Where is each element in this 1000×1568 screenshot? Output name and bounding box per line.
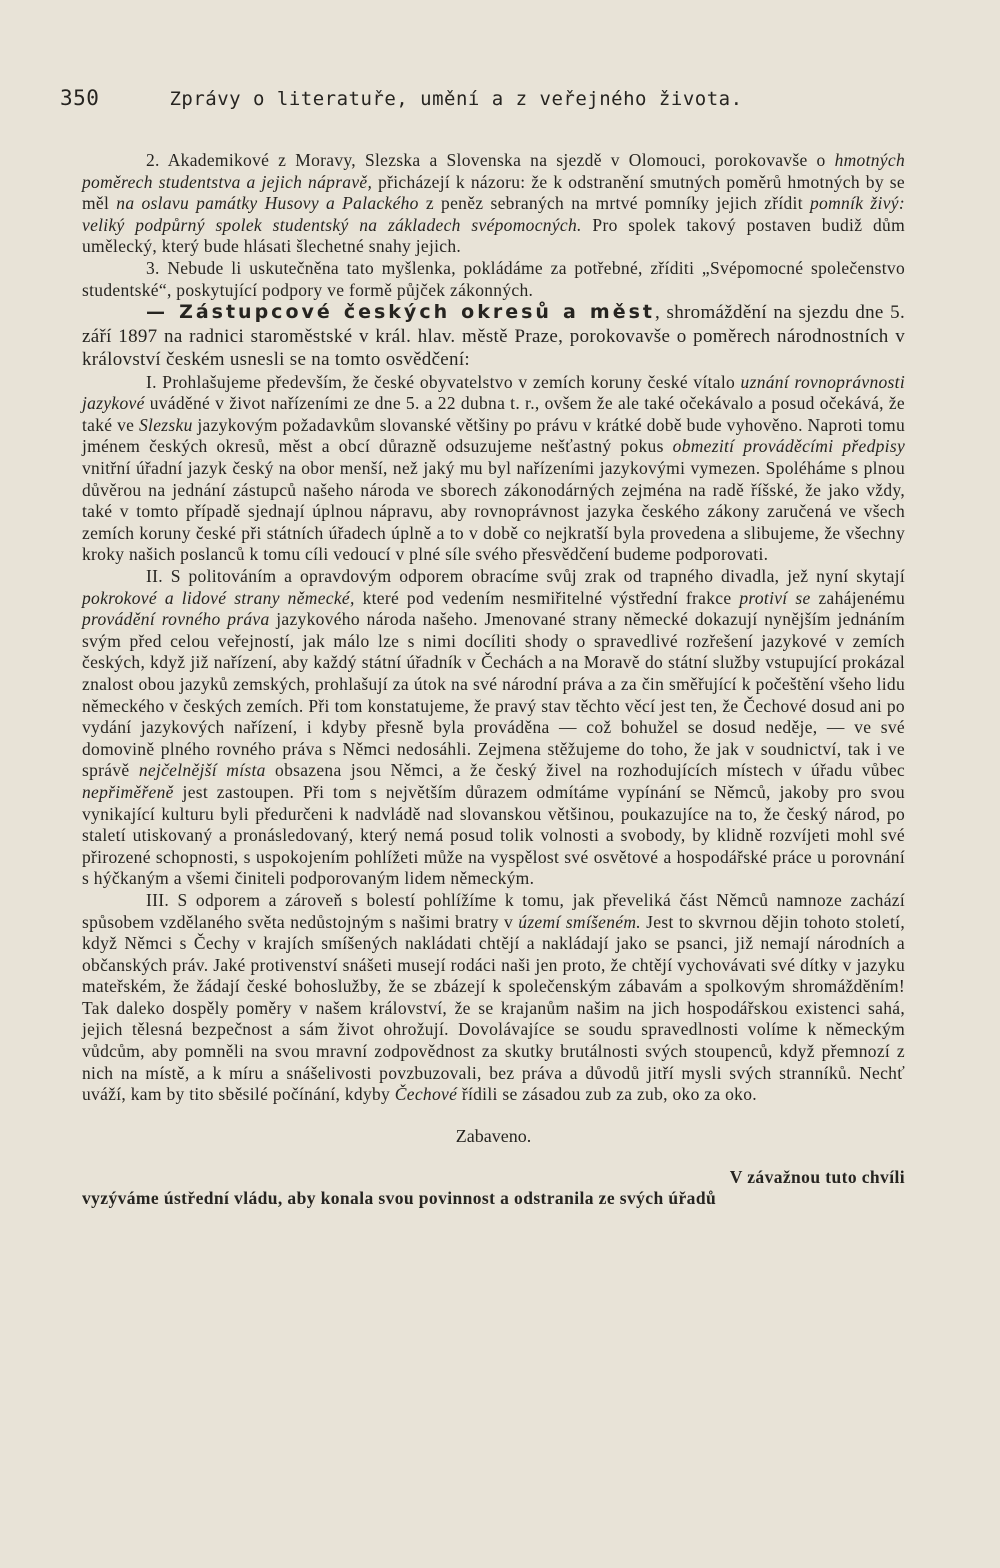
paragraph-2: 2. Akademikové z Moravy, Slezska a Slovenska na sjezdě v Olomouci, porokovavše o hmotných poměrech studentstva a jejich nápravě, přicházejí k názoru: že k odstranění smutných poměrů hmotných by se měl na oslavu památky Husovy a Palackého z peněz sebraných na mrtvé pomníky jejich zřídit pomník živý: veliký podpůrný spolek studentský na základech svépomocných. Pro spolek takový postaven budiž dům umělecký, který bude hlásati šlechetné snahy jejich. [82,150,905,257]
paragraph-I: I. Prohlašujeme především, že české obyvatelstvo v zemích koruny české vítalo uznání rovnoprávnosti jazykové uváděné v život nařízeními ze dne 5. a 22 dubna t. r., ovšem že ale také očekávalo a posud očekává, že také ve Slezsku jazykovým požadavkům slovanské většiny po právu v krátké době bude vyhověno. Naproti tomu jménem českých okresů, měst a obcí důrazně odsuzujeme nešťastný pokus obmezití prováděcími předpisy vnitřní úřadní jazyk český na obor menší, než jaký mu byl nařízeními jazykovými vymezen. Spoléháme s plnou důvěrou na jednání zástupců našeho národa ve sborech zákonodárných zejména na radě říšské, že jako vždy, také v tomto případě sjednají úplnou nápravu, aby rovnoprávnost jazyka českého zákony zaručená ve všech zemích koruny české při státních úřadech úplně a to v době co nejkratší byla provedena a slibujeme, že všechny kroky našich poslanců k tomu cíli vedoucí v plné síle svého přesvědčení budeme podporovati. [82,371,906,565]
resolution-intro: — Zástupcové českých okresů a měst, shromáždění na sjezdu dne 5. září 1897 na radnici staroměstské v král. hlav. městě Praze, porokovavše o poměrech národnostních v království českém usnesli se na tomto osvědčení: [82,301,905,371]
censored-note: Zabaveno. [455,1125,532,1146]
page-number: 350 [60,86,100,110]
paragraph-III: III. S odporem a zároveň s bolestí pohlížíme k tomu, jak převeliká část Němců namnoze zachází spůsobem vzdělaného světa nedůstojným s našimi bratry v území smíšeném. Jest to skvrnou dějin tohoto století, když Němci s Čechy v krajích smíšených nakládati chtějí a nakládají jako se psanci, již nemají národních a občanských práv. Jaké protivenství snášeti musejí rodáci naši jen proto, že chtějí vychovávati své dítky v jazyku mateřském, že žádají české bohoslužby, že se zbázejí k společenským zábavám a spolkovým shromážděním! Tak daleko dospěly poměry v našem království, že se krajanům našim na jich hospodářskou existenci sahá, jejich tělesná bezpečnost a sám život ohrožují. Dovolávajíce se soudu spravedlnosti volíme k německým vůdcům, aby pomněli na svou mravní zodpovědnost za skutky brutálnosti svých stoupenců, když přemnozí z nich na místě, a k míru a snášelivosti povzbuzovali, bez práva a důvodů jitří mysli svých stranníků. Nechť uváží, kam by tito sběsilé počínání, kdyby Čechové řídili se zásadou zub za zub, oko za oko. [82,889,906,1105]
closing-line-right: V závažnou tuto chvíli [729,1166,905,1187]
paragraph-3: 3. Nebude li uskutečněna tato myšlenka, pokládáme za potřebné, zříditi „Svépomocné společenstvo studentské“, poskytující podpory ve formě půjček zákonných. [82,257,905,300]
page-header [60,86,905,110]
closing-statement [82,1167,905,1210]
resolution-heading: — Zástupcové českých okresů a měst [146,301,655,324]
running-title: Zprávy o literatuře, umění a z veřejného života. [169,88,743,110]
closing-line: vyzýváme ústřední vládu, aby konala svou povinnost a odstranila ze svých úřadů [82,1188,717,1209]
article-body [82,150,905,1210]
paragraph-II: II. S politováním a opravdovým odporem obracíme svůj zrak od trapného divadla, jež nyní skytají pokrokové a lidové strany německé, které pod vedením nesmiřitelné výstřední frakce protiví se zahájenému provádění rovného práva jazykového národa našeho. Jmenované strany německé dokazují nynějším jednáním svým před celou veřejností, jak málo lze s nimi docíliti shody o spravedlivé rozřešení jazykové v zemích českých, když již nařízení, aby každý státní úřadník v Čechách a na Moravě do státní služby vstupující prokázal znalost obou jazyků zemských, prohlašují za útok na své národní práva a za čin směřující k počeštění všeho lidu německého v českých zemích. Při tom konstatujeme, že pravý stav těchto věcí jest ten, že Čechové dosud ani po vydání jazykových nařízení, i kdyby přesně byla prováděna — což bohužel se dosud neděje, — ve své domovině plného rovného práva s Němci nedosáhli. Zejmena stěžujeme do toho, že jak v soudnictví, tak i ve správě nejčelnější místa obsazena jsou Němci, a že český živel na rozhodujících místech v úřadu vůbec nepřiměřeně jest zastoupen. Při tom s největším důrazem odmítáme vypínání se Němců, jakoby pro svou vynikající kulturu byli předurčeni k nadvládě nad slovanskou většinou, poukazujíce na to, že český národ, po staletí utiskovaný a pronásledovaný, který nemá posud tolik volnosti a svobody, by klidně rozvíjeti mohl své přirozené schopnosti, s uspokojením pohlížeti může na vyspělost své osvětové a hospodářské práce u porovnání s hýčkaným a všemi činiteli podporovaným lidem německým. [82,566,906,889]
